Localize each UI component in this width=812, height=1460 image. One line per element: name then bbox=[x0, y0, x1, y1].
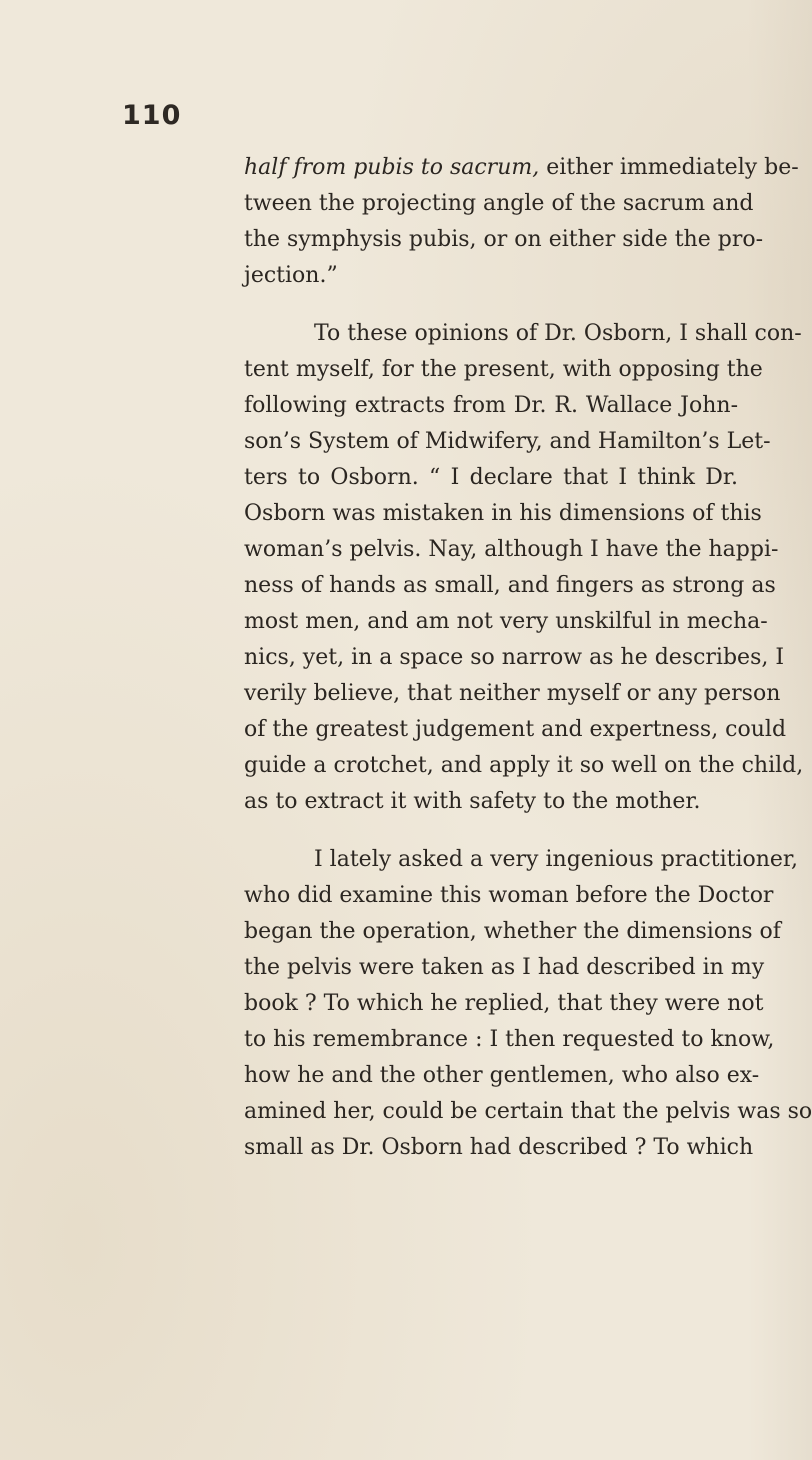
text-line bbox=[244, 150, 799, 186]
text-line: nics, yet, in a space so narrow as he describes, I bbox=[244, 645, 785, 670]
paragraph-first-line: To these opinions of Dr. Osborn, I shall con- bbox=[314, 321, 802, 346]
text-line: book ? To which he replied, that they were not bbox=[244, 991, 764, 1016]
text-line: as to extract it with safety to the mother. bbox=[244, 789, 701, 814]
text-line: amined her, could be certain that the pelvis was so bbox=[244, 1099, 812, 1124]
text-line: tween the projecting angle of the sacrum and bbox=[244, 191, 754, 216]
paragraph-first-line: I lately asked a very ingenious practitioner, bbox=[314, 847, 799, 872]
text-line: Osborn was mistaken in his dimensions of this bbox=[244, 501, 762, 526]
text-line: ters to Osborn. “ I declare that I think Dr. bbox=[244, 465, 738, 490]
text-line: to his remembrance : I then requested to know, bbox=[244, 1027, 775, 1052]
text-span: half from pubis to sacrum, bbox=[244, 155, 540, 180]
text-line: small as Dr. Osborn had described ? To which bbox=[244, 1135, 754, 1160]
text-line: ness of hands as small, and fingers as strong as bbox=[244, 573, 776, 598]
page-number: 110 bbox=[122, 100, 182, 131]
text-line: the pelvis were taken as I had described in my bbox=[244, 955, 765, 980]
text-line: who did examine this woman before the Doctor bbox=[244, 883, 774, 908]
text-line: verily believe, that neither myself or any person bbox=[244, 681, 781, 706]
text-line: woman’s pelvis. Nay, although I have the happi- bbox=[244, 537, 779, 562]
text-span: either immediately be- bbox=[546, 155, 799, 180]
text-line: the symphysis pubis, or on either side the pro- bbox=[244, 227, 764, 252]
text-line: tent myself, for the present, with opposing the bbox=[244, 357, 763, 382]
text-line: jection.” bbox=[244, 263, 338, 288]
text-line: most men, and am not very unskilful in mecha- bbox=[244, 609, 768, 634]
text-line: how he and the other gentlemen, who also ex- bbox=[244, 1063, 760, 1088]
text-line: son’s System of Midwifery, and Hamilton’s Let- bbox=[244, 429, 771, 454]
text-line: began the operation, whether the dimensions of bbox=[244, 919, 781, 944]
text-line: of the greatest judgement and expertness, could bbox=[244, 717, 787, 742]
text-line: guide a crotchet, and apply it so well on the child, bbox=[244, 753, 804, 778]
text-line: following extracts from Dr. R. Wallace John- bbox=[244, 393, 738, 418]
